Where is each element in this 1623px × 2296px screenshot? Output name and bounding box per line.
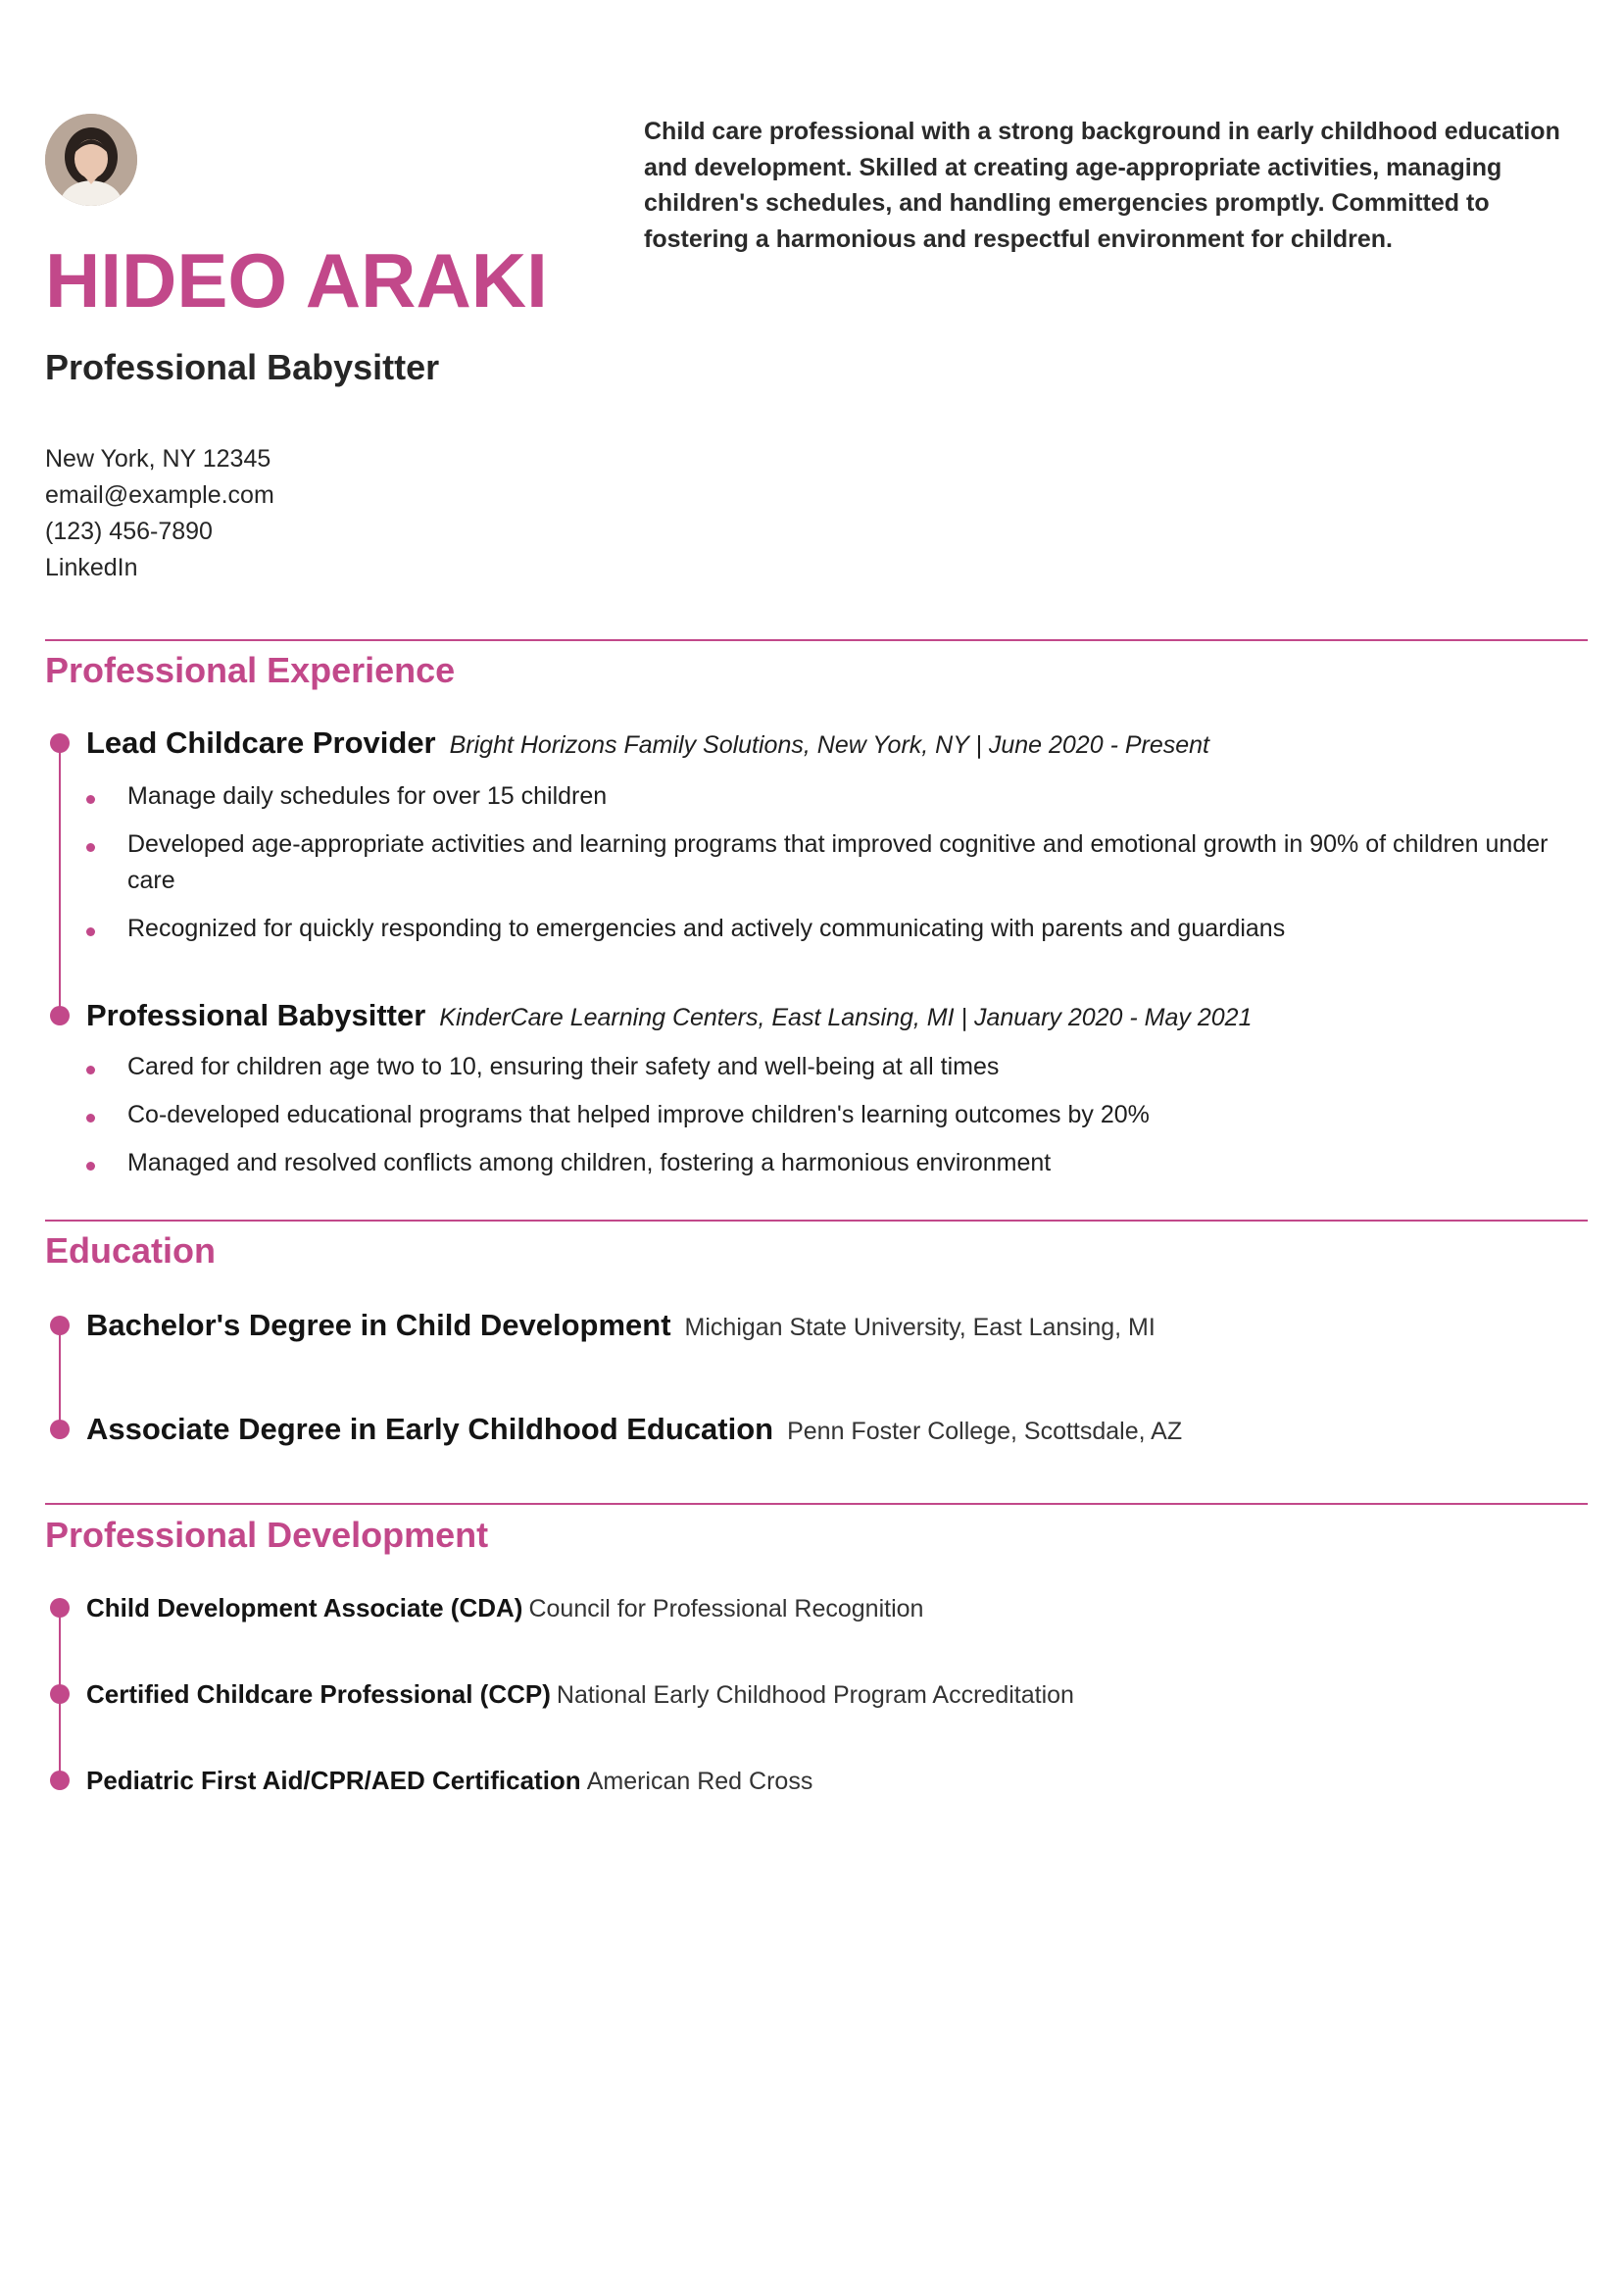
certification-entry [86,1763,812,1803]
list-item [86,1049,1576,1085]
contact-email[interactable]: email@example.com [45,481,274,509]
contact-linkedin[interactable]: LinkedIn [45,554,138,581]
bullet-text: Developed age-appropriate activities and learning programs that improved cognitive and emotional growth in 90% of children under care [127,830,1549,894]
certification-name: Child Development Associate (CDA) [86,1593,523,1622]
education-entry [86,1306,1156,1351]
job-meta: Bright Horizons Family Solutions, New York, NY | June 2020 - Present [449,731,1209,759]
contact-list [45,441,274,586]
experience-timeline-line [59,743,61,1016]
list-item [86,1145,1576,1181]
degree-name: Bachelor's Degree in Child Development [86,1308,671,1342]
bullet-icon [86,927,95,936]
timeline-dot [50,1598,70,1618]
bullet-text: Recognized for quickly responding to emergencies and actively communicating with parents and guardians [127,915,1286,942]
profile-summary: Child care professional with a strong background in early childhood education and development. Skilled at creating age-appropriate activities, managing children's schedules, and handling emergencies promptly. Committed to fostering a harmonious and respectful environment for children. [644,118,1560,253]
certification-issuer: American Red Cross [586,1768,813,1795]
bullet-text: Co-developed educational programs that helped improve children's learning outcomes by 20% [127,1101,1150,1128]
education-entry [86,1410,1182,1455]
contact-phone[interactable]: (123) 456-7890 [45,518,213,545]
job-header [86,724,1209,769]
timeline-dot [50,1684,70,1704]
timeline-dot [50,733,70,753]
certification-issuer: National Early Childhood Program Accreditation [556,1681,1074,1709]
section-divider [45,1503,1588,1505]
job-meta: KinderCare Learning Centers, East Lansing, MI | January 2020 - May 2021 [439,1004,1253,1031]
timeline-dot [50,1420,70,1439]
school-name: Penn Foster College, Scottsdale, AZ [787,1418,1183,1445]
section-title-experience: Professional Experience [45,650,456,690]
job-role: Professional Babysitter [86,998,426,1032]
certification-name: Certified Childcare Professional (CCP) [86,1679,551,1709]
bullet-text: Cared for children age two to 10, ensuring their safety and well-being at all times [127,1053,1000,1080]
certification-name: Pediatric First Aid/CPR/AED Certification [86,1766,581,1795]
list-item [86,1097,1576,1133]
job-bullets [86,1049,1576,1193]
bullet-text: Manage daily schedules for over 15 children [127,782,608,810]
list-item [86,826,1576,899]
certification-entry [86,1676,1074,1717]
job-role: Lead Childcare Provider [86,725,436,760]
job-header [86,996,1252,1041]
timeline-dot [50,1006,70,1025]
bullet-icon [86,1114,95,1123]
job-title: Professional Babysitter [45,347,440,387]
degree-name: Associate Degree in Early Childhood Education [86,1412,774,1446]
candidate-name: HIDEO ARAKI [45,237,548,324]
contact-address: New York, NY 12345 [45,445,271,473]
section-divider [45,639,1588,641]
bullet-text: Managed and resolved conflicts among children, fostering a harmonious environment [127,1149,1052,1176]
avatar [45,114,137,206]
profile-photo-icon [45,114,137,206]
bullet-icon [86,1066,95,1074]
timeline-dot [50,1771,70,1790]
bullet-icon [86,843,95,852]
certification-issuer: Council for Professional Recognition [528,1595,924,1622]
section-title-development: Professional Development [45,1515,489,1555]
bullet-icon [86,795,95,804]
timeline-dot [50,1316,70,1335]
section-divider [45,1220,1588,1222]
section-title-education: Education [45,1230,217,1271]
list-item [86,911,1576,947]
list-item [86,778,1576,815]
school-name: Michigan State University, East Lansing, MI [684,1314,1156,1341]
job-bullets [86,778,1576,959]
certification-entry [86,1590,923,1630]
education-timeline-line [59,1325,61,1429]
bullet-icon [86,1162,95,1171]
